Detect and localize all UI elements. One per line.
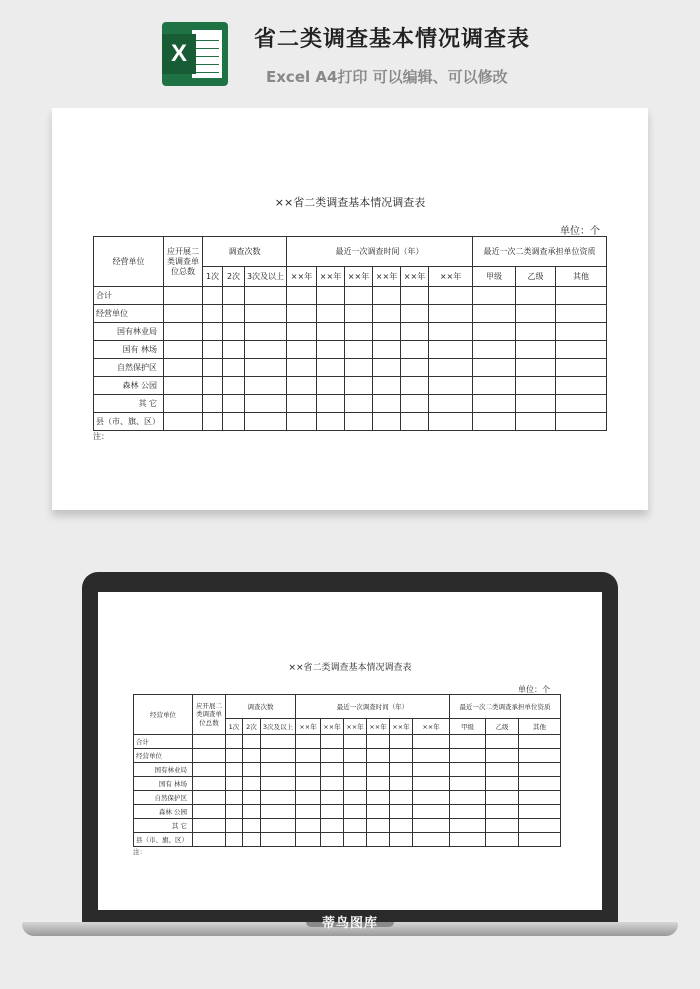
- table-cell: [261, 819, 296, 833]
- table-cell: [245, 305, 287, 323]
- table-cell: [413, 777, 450, 791]
- header-time-col: ××年: [367, 719, 390, 735]
- table-cell: [390, 805, 413, 819]
- table-cell: [317, 323, 345, 341]
- table-cell: [287, 287, 317, 305]
- header-time-col: ××年: [287, 267, 317, 287]
- table-cell: [429, 305, 473, 323]
- table-cell: [345, 395, 373, 413]
- table-cell: [287, 395, 317, 413]
- table-cell: [164, 359, 203, 377]
- header-total: 应开展二类调查单位总数: [164, 237, 203, 287]
- table-cell: [243, 749, 261, 763]
- row-label: 森林 公园: [94, 377, 164, 395]
- table-cell: [519, 763, 561, 777]
- table-cell: [321, 777, 344, 791]
- table-cell: [519, 833, 561, 847]
- table-cell: [203, 395, 223, 413]
- header-time-col: ××年: [373, 267, 401, 287]
- table-cell: [516, 359, 556, 377]
- table-cell: [373, 305, 401, 323]
- header-total: 应开展二类调查单位总数: [193, 695, 226, 735]
- header-qual-group: 最近一次二类调查承担单位资质: [473, 237, 607, 267]
- row-label: 县（市、旗、区）: [134, 833, 193, 847]
- table-cell: [413, 791, 450, 805]
- page-title: 省二类调查基本情况调查表: [254, 27, 531, 52]
- row-label: 经营单位: [94, 305, 164, 323]
- table-cell: [226, 805, 243, 819]
- row-label: 自然保护区: [94, 359, 164, 377]
- header-qual-col: 甲级: [473, 267, 516, 287]
- row-label: 经营单位: [134, 749, 193, 763]
- table-cell: [223, 323, 245, 341]
- table-cell: [261, 749, 296, 763]
- header-time-group: 最近一次调查时间（年）: [296, 695, 450, 719]
- table-cell: [287, 377, 317, 395]
- table-cell: [261, 805, 296, 819]
- table-cell: [296, 749, 321, 763]
- table-row: [134, 763, 561, 777]
- table-cell: [193, 735, 226, 749]
- table-cell: [401, 413, 429, 431]
- header-time-group: 最近一次调查时间（年）: [287, 237, 473, 267]
- table-cell: [516, 287, 556, 305]
- table-cell: [556, 305, 607, 323]
- table-cell: [390, 763, 413, 777]
- table-cell: [287, 413, 317, 431]
- table-cell: [556, 359, 607, 377]
- note-label: 注：: [93, 432, 109, 441]
- table-cell: [245, 341, 287, 359]
- table-cell: [245, 377, 287, 395]
- table-cell: [321, 819, 344, 833]
- table-cell: [450, 735, 486, 749]
- table-cell: [287, 323, 317, 341]
- table-cell: [429, 287, 473, 305]
- table-cell: [413, 763, 450, 777]
- table-row: [94, 341, 607, 359]
- table-cell: [556, 395, 607, 413]
- table-cell: [367, 735, 390, 749]
- table-cell: [401, 377, 429, 395]
- row-label: 合计: [134, 735, 193, 749]
- table-cell: [486, 735, 519, 749]
- table-cell: [317, 395, 345, 413]
- table-cell: [243, 763, 261, 777]
- header-unit: 经营单位: [94, 237, 164, 287]
- table-cell: [243, 791, 261, 805]
- table-cell: [193, 819, 226, 833]
- table-cell: [261, 791, 296, 805]
- unit-label: 单位：个: [560, 226, 600, 237]
- table-cell: [345, 341, 373, 359]
- header-time-col: ××年: [345, 267, 373, 287]
- table-cell: [164, 413, 203, 431]
- header-unit: 经营单位: [134, 695, 193, 735]
- table-cell: [321, 763, 344, 777]
- survey-table: [133, 694, 561, 847]
- header-time-col: ××年: [390, 719, 413, 735]
- table-cell: [450, 833, 486, 847]
- table-cell: [367, 791, 390, 805]
- table-cell: [345, 323, 373, 341]
- row-label: 森林 公园: [134, 805, 193, 819]
- table-cell: [345, 377, 373, 395]
- table-row: [134, 749, 561, 763]
- table-cell: [429, 395, 473, 413]
- table-cell: [373, 395, 401, 413]
- table-cell: [344, 763, 367, 777]
- table-cell: [226, 749, 243, 763]
- table-cell: [317, 377, 345, 395]
- table-cell: [296, 819, 321, 833]
- table-row: [134, 777, 561, 791]
- header-qual-group: 最近一次二类调查承担单位资质: [450, 695, 561, 719]
- table-cell: [413, 819, 450, 833]
- table-cell: [226, 763, 243, 777]
- table-cell: [367, 805, 390, 819]
- table-cell: [193, 749, 226, 763]
- table-cell: [223, 341, 245, 359]
- table-cell: [296, 735, 321, 749]
- survey-table: [93, 236, 607, 431]
- table-cell: [203, 377, 223, 395]
- table-cell: [261, 833, 296, 847]
- excel-icon: [162, 22, 228, 86]
- table-cell: [373, 413, 401, 431]
- table-cell: [486, 749, 519, 763]
- table-cell: [429, 413, 473, 431]
- row-label: 县（市、旗、区）: [94, 413, 164, 431]
- table-cell: [390, 777, 413, 791]
- table-cell: [245, 359, 287, 377]
- table-cell: [345, 413, 373, 431]
- table-cell: [556, 377, 607, 395]
- table-cell: [390, 735, 413, 749]
- table-cell: [373, 359, 401, 377]
- header-count-col: 1次: [226, 719, 243, 735]
- note-label: 注：: [133, 848, 146, 856]
- table-cell: [344, 791, 367, 805]
- table-cell: [516, 377, 556, 395]
- table-cell: [429, 341, 473, 359]
- table-row: [94, 413, 607, 431]
- table-cell: [413, 749, 450, 763]
- table-cell: [296, 833, 321, 847]
- paper-preview: [52, 108, 648, 510]
- table-cell: [429, 323, 473, 341]
- table-cell: [344, 833, 367, 847]
- table-cell: [473, 341, 516, 359]
- table-cell: [473, 305, 516, 323]
- table-cell: [164, 395, 203, 413]
- laptop-screen: [98, 592, 602, 910]
- table-row: [94, 305, 607, 323]
- table-cell: [203, 359, 223, 377]
- table-cell: [261, 763, 296, 777]
- table-cell: [473, 377, 516, 395]
- header-qual-col: 甲级: [450, 719, 486, 735]
- table-row: [94, 287, 607, 305]
- table-cell: [243, 819, 261, 833]
- table-cell: [223, 305, 245, 323]
- table-cell: [450, 819, 486, 833]
- table-cell: [390, 791, 413, 805]
- table-cell: [429, 359, 473, 377]
- table-cell: [203, 305, 223, 323]
- table-row: [94, 323, 607, 341]
- header-row: [94, 237, 607, 267]
- table-cell: [287, 359, 317, 377]
- table-cell: [296, 805, 321, 819]
- table-cell: [367, 777, 390, 791]
- table-cell: [226, 777, 243, 791]
- table-cell: [321, 805, 344, 819]
- table-cell: [413, 805, 450, 819]
- table-row: [134, 833, 561, 847]
- sheet-title: ××省二类调查基本情况调查表: [274, 196, 426, 209]
- table-cell: [401, 323, 429, 341]
- table-cell: [486, 833, 519, 847]
- table-cell: [373, 341, 401, 359]
- table-cell: [296, 777, 321, 791]
- table-cell: [401, 359, 429, 377]
- header-row: [134, 695, 561, 719]
- excel-letter: X: [162, 34, 196, 74]
- header-count-col: 2次: [223, 267, 245, 287]
- table-cell: [486, 819, 519, 833]
- table-cell: [373, 287, 401, 305]
- row-label: 其 它: [134, 819, 193, 833]
- table-cell: [261, 735, 296, 749]
- table-cell: [317, 413, 345, 431]
- row-label: 其 它: [94, 395, 164, 413]
- table-row: [134, 805, 561, 819]
- table-cell: [450, 749, 486, 763]
- header-qual-col: 其他: [519, 719, 561, 735]
- header-count-group: 调查次数: [226, 695, 296, 719]
- table-cell: [223, 395, 245, 413]
- table-cell: [203, 341, 223, 359]
- table-cell: [473, 413, 516, 431]
- table-cell: [344, 805, 367, 819]
- header-count-col: 3次及以上: [245, 267, 287, 287]
- table-cell: [473, 323, 516, 341]
- table-cell: [226, 791, 243, 805]
- table-cell: [413, 735, 450, 749]
- table-cell: [516, 395, 556, 413]
- table-cell: [226, 833, 243, 847]
- table-row: [134, 735, 561, 749]
- table-row: [134, 819, 561, 833]
- row-label: 国有林业局: [94, 323, 164, 341]
- header-time-col: ××年: [296, 719, 321, 735]
- table-cell: [223, 287, 245, 305]
- table-cell: [193, 833, 226, 847]
- header-time-col: ××年: [344, 719, 367, 735]
- table-cell: [223, 377, 245, 395]
- table-cell: [193, 777, 226, 791]
- table-cell: [321, 791, 344, 805]
- table-cell: [243, 805, 261, 819]
- table-cell: [556, 341, 607, 359]
- table-cell: [556, 287, 607, 305]
- table-cell: [287, 305, 317, 323]
- table-cell: [245, 287, 287, 305]
- header-time-col: ××年: [413, 719, 450, 735]
- header-qual-col: 其他: [556, 267, 607, 287]
- table-cell: [519, 777, 561, 791]
- table-cell: [226, 819, 243, 833]
- table-cell: [450, 805, 486, 819]
- table-row: [134, 791, 561, 805]
- table-cell: [519, 735, 561, 749]
- table-cell: [556, 323, 607, 341]
- watermark-brand: 蒂鸟图库: [321, 916, 378, 931]
- table-cell: [367, 833, 390, 847]
- row-label: 合计: [94, 287, 164, 305]
- row-label: 国有 林场: [94, 341, 164, 359]
- table-cell: [556, 413, 607, 431]
- table-cell: [486, 777, 519, 791]
- table-cell: [317, 287, 345, 305]
- table-cell: [344, 735, 367, 749]
- header-count-col: 1次: [203, 267, 223, 287]
- table-cell: [413, 833, 450, 847]
- table-cell: [243, 777, 261, 791]
- header-count-col: 2次: [243, 719, 261, 735]
- table-cell: [245, 413, 287, 431]
- table-row: [94, 359, 607, 377]
- header-qual-col: 乙级: [516, 267, 556, 287]
- header-time-col: ××年: [401, 267, 429, 287]
- table-cell: [164, 341, 203, 359]
- table-cell: [203, 413, 223, 431]
- table-cell: [473, 287, 516, 305]
- table-cell: [519, 791, 561, 805]
- table-cell: [367, 819, 390, 833]
- table-cell: [401, 395, 429, 413]
- table-cell: [344, 749, 367, 763]
- table-cell: [317, 359, 345, 377]
- table-row: [94, 395, 607, 413]
- table-cell: [344, 777, 367, 791]
- table-cell: [317, 305, 345, 323]
- table-cell: [390, 749, 413, 763]
- table-cell: [450, 763, 486, 777]
- table-cell: [203, 323, 223, 341]
- table-cell: [450, 777, 486, 791]
- table-cell: [296, 791, 321, 805]
- table-cell: [519, 749, 561, 763]
- page-header: [0, 0, 700, 100]
- page-subtitle: Excel A4打印 可以编辑、可以修改: [266, 68, 508, 86]
- table-cell: [401, 305, 429, 323]
- table-cell: [390, 819, 413, 833]
- table-cell: [486, 791, 519, 805]
- table-cell: [164, 377, 203, 395]
- table-cell: [486, 805, 519, 819]
- table-cell: [519, 805, 561, 819]
- sheet-lines: [192, 30, 222, 78]
- table-cell: [321, 833, 344, 847]
- table-cell: [516, 305, 556, 323]
- table-cell: [345, 305, 373, 323]
- table-row: [94, 377, 607, 395]
- table-cell: [367, 749, 390, 763]
- table-cell: [345, 359, 373, 377]
- table-cell: [486, 763, 519, 777]
- table-cell: [287, 341, 317, 359]
- table-cell: [223, 413, 245, 431]
- header-time-col: ××年: [321, 719, 344, 735]
- table-cell: [373, 323, 401, 341]
- table-cell: [317, 341, 345, 359]
- table-cell: [401, 341, 429, 359]
- table-cell: [164, 323, 203, 341]
- table-cell: [390, 833, 413, 847]
- table-cell: [519, 819, 561, 833]
- row-label: 自然保护区: [134, 791, 193, 805]
- table-cell: [243, 735, 261, 749]
- table-cell: [429, 377, 473, 395]
- sheet-title: ××省二类调查基本情况调查表: [288, 663, 412, 673]
- table-cell: [203, 287, 223, 305]
- table-cell: [223, 359, 245, 377]
- header-count-group: 调查次数: [203, 237, 287, 267]
- table-cell: [516, 341, 556, 359]
- table-cell: [345, 287, 373, 305]
- header-count-col: 3次及以上: [261, 719, 296, 735]
- header-time-col: ××年: [317, 267, 345, 287]
- table-cell: [516, 323, 556, 341]
- unit-label: 单位：个: [518, 685, 550, 694]
- table-cell: [193, 805, 226, 819]
- header-time-col: ××年: [429, 267, 473, 287]
- table-cell: [164, 287, 203, 305]
- table-cell: [401, 287, 429, 305]
- header-qual-col: 乙级: [486, 719, 519, 735]
- table-cell: [344, 819, 367, 833]
- table-cell: [193, 791, 226, 805]
- table-cell: [473, 395, 516, 413]
- table-cell: [243, 833, 261, 847]
- table-cell: [321, 749, 344, 763]
- table-cell: [473, 359, 516, 377]
- row-label: 国有 林场: [134, 777, 193, 791]
- table-cell: [367, 763, 390, 777]
- table-cell: [245, 323, 287, 341]
- table-cell: [193, 763, 226, 777]
- table-cell: [373, 377, 401, 395]
- table-cell: [226, 735, 243, 749]
- row-label: 国有林业局: [134, 763, 193, 777]
- table-cell: [516, 413, 556, 431]
- table-cell: [164, 305, 203, 323]
- table-cell: [261, 777, 296, 791]
- table-cell: [321, 735, 344, 749]
- table-cell: [245, 395, 287, 413]
- table-cell: [450, 791, 486, 805]
- table-cell: [296, 763, 321, 777]
